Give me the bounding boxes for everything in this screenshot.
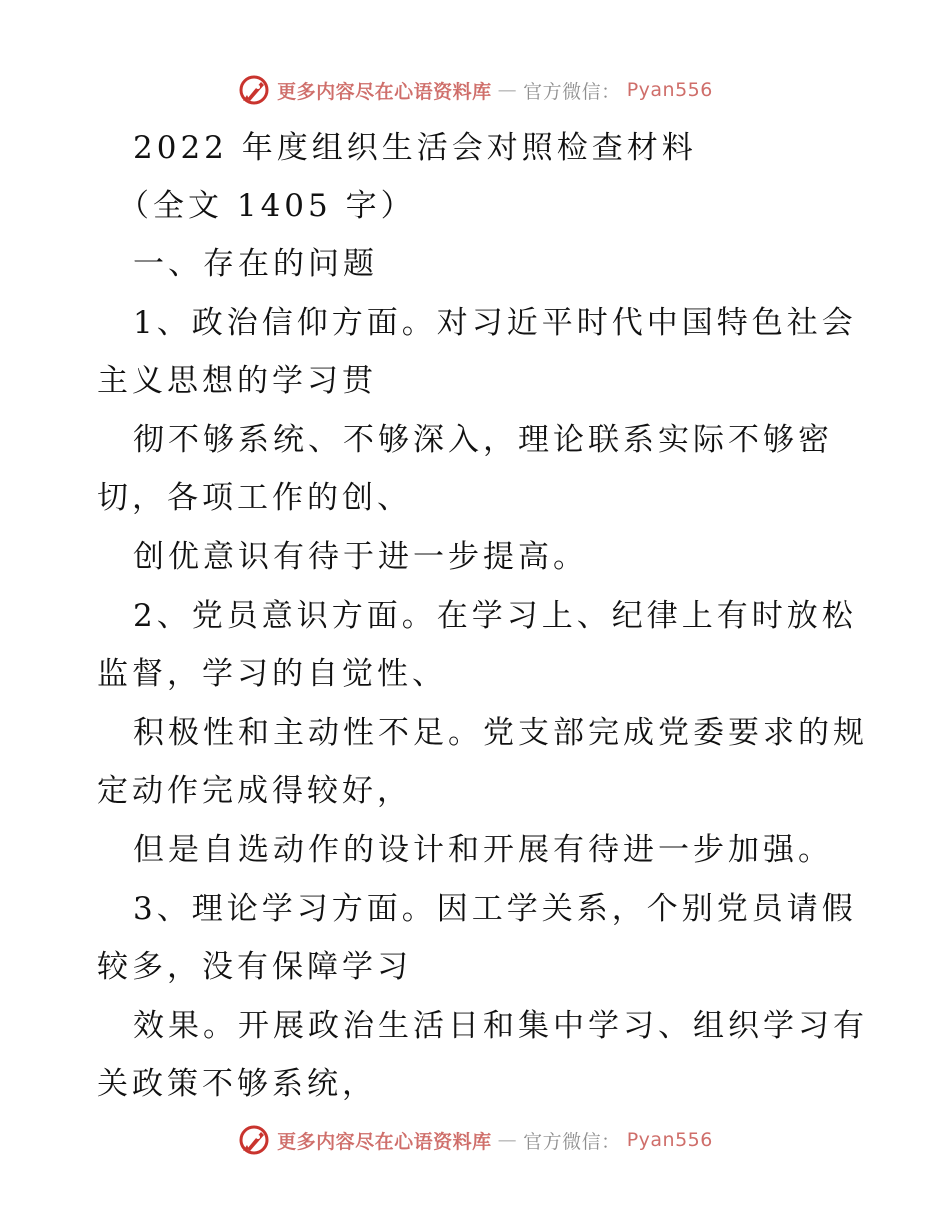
watermark-main-text: 更多内容尽在心语资料库 [277, 80, 492, 103]
watermark-main-text: 更多内容尽在心语资料库 [277, 1130, 492, 1153]
paragraph-line: 但是自选动作的设计和开展有待进一步加强。 [133, 832, 833, 868]
header-watermark [0, 72, 950, 108]
pen-logo-icon [237, 73, 271, 107]
watermark-official-label: 官方微信： [523, 80, 621, 103]
paragraph-line: 主义思想的学习贯 [97, 363, 377, 399]
paragraph-line: 较多，没有保障学习 [97, 949, 412, 985]
watermark-separator: — [497, 1129, 518, 1151]
watermark-official-label: 官方微信： [523, 1130, 621, 1153]
watermark-account: Pyan556 [626, 1129, 713, 1151]
paragraph-line: 关政策不够系统， [97, 1066, 377, 1102]
document-subtitle: （全文 1405 字） [118, 188, 416, 224]
pen-logo-icon [237, 1123, 271, 1157]
paragraph-line: 监督，学习的自觉性、 [97, 656, 447, 692]
paragraph-line: 2、党员意识方面。在学习上、纪律上有时放松 [133, 598, 857, 634]
paragraph-line: 1、政治信仰方面。对习近平时代中国特色社会 [133, 305, 857, 341]
watermark-account: Pyan556 [626, 79, 713, 101]
watermark-separator: — [497, 79, 518, 101]
paragraph-line: 3、理论学习方面。因工学关系，个别党员请假 [133, 891, 857, 927]
paragraph-line: 积极性和主动性不足。党支部完成党委要求的规 [133, 715, 868, 751]
paragraph-line: 定动作完成得较好， [97, 773, 412, 809]
paragraph-line: 彻不够系统、不够深入，理论联系实际不够密 [133, 422, 833, 458]
footer-watermark [0, 1122, 950, 1158]
document-title: 2022 年度组织生活会对照检查材料 [133, 130, 697, 166]
section-heading: 一、存在的问题 [133, 246, 378, 282]
paragraph-line: 效果。开展政治生活日和集中学习、组织学习有 [133, 1008, 868, 1044]
paragraph-line: 切，各项工作的创、 [97, 480, 412, 516]
paragraph-line: 创优意识有待于进一步提高。 [133, 539, 588, 575]
